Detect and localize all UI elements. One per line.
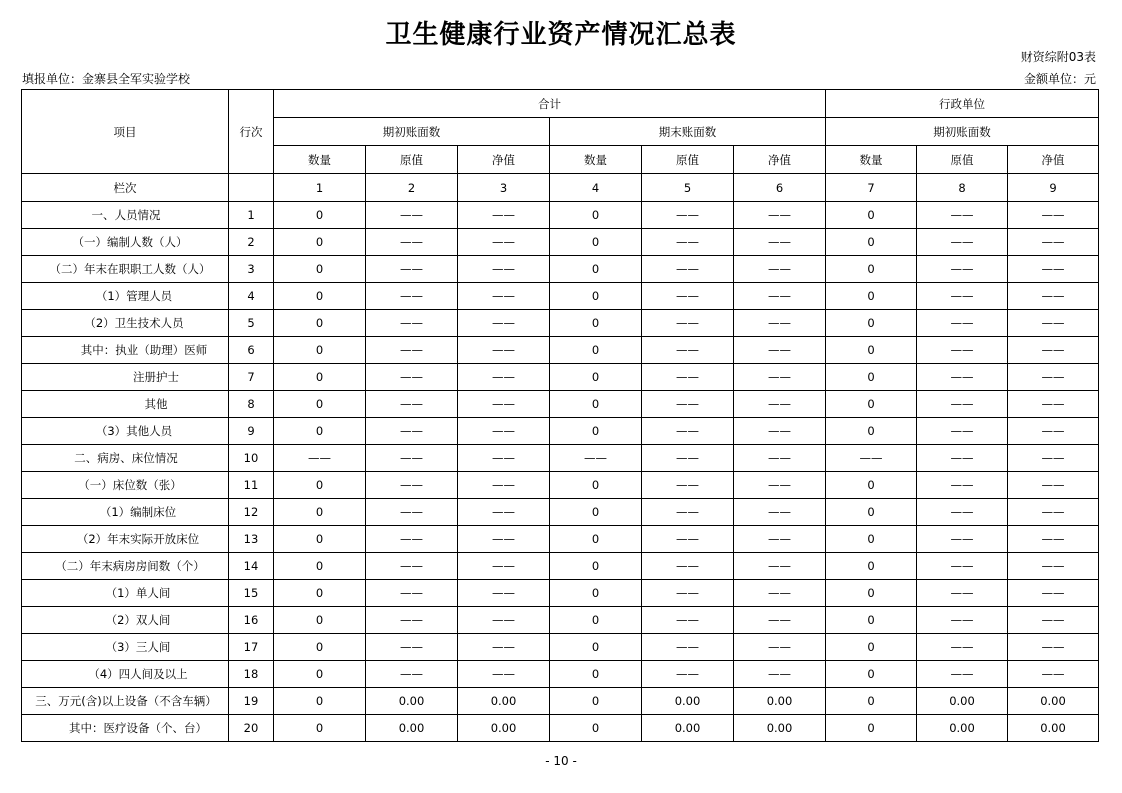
row-value-cell: 0 [550, 229, 642, 256]
row-value-cell: —— [734, 337, 826, 364]
column-number: 9 [1008, 174, 1099, 202]
row-value-cell: 0.00 [734, 688, 826, 715]
row-value-cell: —— [917, 634, 1008, 661]
row-value-cell: —— [917, 472, 1008, 499]
row-value-cell: —— [734, 364, 826, 391]
row-item-label: （1）管理人员 [22, 283, 229, 310]
row-value-cell: —— [917, 607, 1008, 634]
row-value-cell: 0 [274, 229, 366, 256]
row-value-cell: —— [458, 391, 550, 418]
row-value-cell: —— [1008, 499, 1099, 526]
row-value-cell: —— [1008, 526, 1099, 553]
row-value-cell: —— [366, 580, 458, 607]
row-line-number: 19 [229, 688, 274, 715]
row-item-label: （3）三人间 [22, 634, 229, 661]
row-value-cell: —— [1008, 580, 1099, 607]
row-line-number: 7 [229, 364, 274, 391]
row-value-cell: —— [917, 580, 1008, 607]
row-value-cell: 0 [826, 310, 917, 337]
row-item-label: （4）四人间及以上 [22, 661, 229, 688]
row-value-cell: 0.00 [642, 688, 734, 715]
row-value-cell: —— [458, 418, 550, 445]
header-net: 净值 [734, 146, 826, 174]
header-orig: 原值 [366, 146, 458, 174]
row-line-number: 4 [229, 283, 274, 310]
row-value-cell: 0 [550, 499, 642, 526]
row-item-label: 注册护士 [22, 364, 229, 391]
row-value-cell: 0 [550, 256, 642, 283]
column-number: 5 [642, 174, 734, 202]
row-value-cell: 0 [550, 580, 642, 607]
row-value-cell: 0 [826, 499, 917, 526]
table-row [22, 337, 1099, 364]
page-number: - 10 - [545, 754, 577, 768]
row-value-cell: —— [642, 553, 734, 580]
row-value-cell: 0 [550, 202, 642, 229]
row-value-cell: —— [734, 310, 826, 337]
row-value-cell: —— [458, 634, 550, 661]
row-value-cell: 0 [274, 634, 366, 661]
row-value-cell: 0 [826, 229, 917, 256]
row-value-cell: 0 [550, 688, 642, 715]
row-value-cell: 0 [274, 661, 366, 688]
row-value-cell: 0 [274, 580, 366, 607]
header-period-close: 期末账面数 [550, 118, 826, 146]
row-line-number: 11 [229, 472, 274, 499]
row-value-cell: —— [917, 202, 1008, 229]
row-value-cell: —— [458, 499, 550, 526]
column-number: 3 [458, 174, 550, 202]
row-value-cell: —— [458, 472, 550, 499]
row-value-cell: —— [642, 256, 734, 283]
table-row [22, 607, 1099, 634]
row-value-cell: —— [458, 364, 550, 391]
row-line-number: 3 [229, 256, 274, 283]
row-value-cell: —— [642, 202, 734, 229]
row-item-label: 其他 [22, 391, 229, 418]
row-item-label: （3）其他人员 [22, 418, 229, 445]
row-value-cell: 0 [826, 688, 917, 715]
row-value-cell: —— [642, 580, 734, 607]
row-value-cell: 0 [826, 202, 917, 229]
table-row [22, 418, 1099, 445]
row-value-cell: 0 [274, 526, 366, 553]
row-value-cell: —— [458, 526, 550, 553]
row-line-number: 14 [229, 553, 274, 580]
header-period-open: 期初账面数 [274, 118, 550, 146]
row-item-label: （二）年末病房房间数（个） [22, 553, 229, 580]
header-group-admin: 行政单位 [826, 90, 1099, 118]
table-row [22, 283, 1099, 310]
row-item-label: （2）双人间 [22, 607, 229, 634]
row-value-cell: 0 [550, 310, 642, 337]
row-value-cell: 0 [826, 364, 917, 391]
row-value-cell: —— [1008, 229, 1099, 256]
row-value-cell: 0.00 [734, 715, 826, 742]
row-item-label: （1）编制床位 [22, 499, 229, 526]
row-line-number: 13 [229, 526, 274, 553]
row-value-cell: 0 [550, 283, 642, 310]
row-value-cell: —— [1008, 256, 1099, 283]
row-value-cell: —— [642, 337, 734, 364]
row-value-cell: —— [1008, 364, 1099, 391]
row-value-cell: 0.00 [1008, 688, 1099, 715]
row-value-cell: —— [1008, 634, 1099, 661]
row-value-cell: 0.00 [458, 715, 550, 742]
row-value-cell: 0.00 [1008, 715, 1099, 742]
row-value-cell: —— [734, 445, 826, 472]
row-value-cell: —— [366, 472, 458, 499]
row-value-cell: —— [366, 337, 458, 364]
row-value-cell: —— [917, 526, 1008, 553]
row-value-cell: 0 [826, 256, 917, 283]
header-qty: 数量 [274, 146, 366, 174]
row-value-cell: —— [366, 229, 458, 256]
row-value-cell: —— [734, 634, 826, 661]
row-value-cell: 0.00 [642, 715, 734, 742]
page-title: 卫生健康行业资产情况汇总表 [385, 20, 737, 50]
row-value-cell: 0 [274, 202, 366, 229]
row-value-cell: 0 [274, 310, 366, 337]
table-row [22, 553, 1099, 580]
row-value-cell: —— [1008, 553, 1099, 580]
row-value-cell: —— [366, 634, 458, 661]
row-value-cell: —— [458, 256, 550, 283]
row-value-cell: 0.00 [366, 688, 458, 715]
row-value-cell: —— [366, 364, 458, 391]
row-value-cell: —— [734, 472, 826, 499]
row-value-cell: 0 [826, 715, 917, 742]
row-line-number: 16 [229, 607, 274, 634]
column-number: 8 [917, 174, 1008, 202]
row-value-cell: —— [366, 661, 458, 688]
row-value-cell: —— [734, 283, 826, 310]
row-line-number: 10 [229, 445, 274, 472]
table-row [22, 715, 1099, 742]
row-value-cell: —— [1008, 607, 1099, 634]
row-line-number: 17 [229, 634, 274, 661]
table-row [22, 445, 1099, 472]
row-item-label: （1）单人间 [22, 580, 229, 607]
row-value-cell: 0 [550, 661, 642, 688]
row-value-cell: 0 [826, 634, 917, 661]
row-value-cell: 0 [550, 526, 642, 553]
row-value-cell: —— [1008, 391, 1099, 418]
header-item: 项目 [22, 90, 229, 174]
row-value-cell: —— [550, 445, 642, 472]
row-value-cell: —— [366, 391, 458, 418]
header-group-total: 合计 [274, 90, 826, 118]
table-row [22, 202, 1099, 229]
row-value-cell: —— [458, 202, 550, 229]
row-item-label: （一）床位数（张） [22, 472, 229, 499]
row-value-cell: —— [642, 499, 734, 526]
row-value-cell: 0 [274, 688, 366, 715]
row-value-cell: 0 [274, 364, 366, 391]
row-value-cell: —— [642, 391, 734, 418]
row-value-cell: —— [458, 337, 550, 364]
row-value-cell: 0 [274, 607, 366, 634]
row-value-cell: —— [458, 283, 550, 310]
row-value-cell: —— [1008, 472, 1099, 499]
row-value-cell: 0 [274, 715, 366, 742]
row-value-cell: —— [642, 418, 734, 445]
row-value-cell: —— [917, 337, 1008, 364]
row-value-cell: 0 [550, 634, 642, 661]
table-row [22, 580, 1099, 607]
row-value-cell: —— [366, 553, 458, 580]
row-value-cell: —— [1008, 337, 1099, 364]
row-value-cell: —— [458, 445, 550, 472]
row-value-cell: —— [366, 202, 458, 229]
row-value-cell: —— [734, 526, 826, 553]
row-item-label: （一）编制人数（人） [22, 229, 229, 256]
row-value-cell: —— [826, 445, 917, 472]
row-value-cell: —— [366, 526, 458, 553]
row-value-cell: —— [642, 634, 734, 661]
header-qty: 数量 [550, 146, 642, 174]
header-net: 净值 [1008, 146, 1099, 174]
column-number-row [22, 174, 1099, 202]
row-value-cell: —— [274, 445, 366, 472]
row-value-cell: —— [917, 499, 1008, 526]
row-value-cell: 0 [826, 337, 917, 364]
table-row [22, 310, 1099, 337]
column-number: 7 [826, 174, 917, 202]
row-value-cell: —— [917, 418, 1008, 445]
row-value-cell: —— [1008, 445, 1099, 472]
row-value-cell: —— [734, 418, 826, 445]
column-label: 栏次 [22, 174, 229, 202]
row-value-cell: —— [917, 310, 1008, 337]
column-number-blank [229, 174, 274, 202]
row-value-cell: 0 [550, 472, 642, 499]
row-line-number: 8 [229, 391, 274, 418]
row-value-cell: 0.00 [917, 688, 1008, 715]
row-value-cell: —— [734, 499, 826, 526]
row-value-cell: —— [642, 229, 734, 256]
row-value-cell: —— [642, 364, 734, 391]
row-value-cell: —— [917, 661, 1008, 688]
row-item-label: 二、病房、床位情况 [22, 445, 229, 472]
row-value-cell: 0 [274, 418, 366, 445]
row-value-cell: —— [1008, 661, 1099, 688]
row-value-cell: —— [734, 553, 826, 580]
row-value-cell: —— [366, 607, 458, 634]
row-value-cell: —— [734, 391, 826, 418]
row-value-cell: —— [642, 607, 734, 634]
row-line-number: 1 [229, 202, 274, 229]
table-row [22, 364, 1099, 391]
header-net: 净值 [458, 146, 550, 174]
header-qty: 数量 [826, 146, 917, 174]
row-value-cell: 0 [274, 472, 366, 499]
table-row [22, 499, 1099, 526]
row-value-cell: 0 [826, 661, 917, 688]
row-value-cell: —— [458, 607, 550, 634]
row-value-cell: 0 [826, 580, 917, 607]
row-value-cell: —— [458, 229, 550, 256]
row-value-cell: 0 [826, 526, 917, 553]
row-value-cell: —— [734, 202, 826, 229]
row-item-label: （二）年末在职职工人数（人） [22, 256, 229, 283]
row-value-cell: 0 [826, 391, 917, 418]
row-value-cell: —— [366, 499, 458, 526]
table-row [22, 256, 1099, 283]
column-number: 4 [550, 174, 642, 202]
row-value-cell: 0 [550, 364, 642, 391]
row-value-cell: 0 [826, 283, 917, 310]
row-value-cell: 0 [274, 283, 366, 310]
row-value-cell: —— [642, 526, 734, 553]
row-value-cell: —— [734, 256, 826, 283]
row-value-cell: —— [642, 310, 734, 337]
row-value-cell: —— [917, 445, 1008, 472]
row-value-cell: 0 [826, 418, 917, 445]
row-value-cell: 0 [274, 337, 366, 364]
row-line-number: 9 [229, 418, 274, 445]
row-value-cell: 0 [550, 715, 642, 742]
row-value-cell: —— [366, 283, 458, 310]
row-value-cell: 0 [826, 553, 917, 580]
row-value-cell: —— [734, 580, 826, 607]
table-row [22, 634, 1099, 661]
column-number: 2 [366, 174, 458, 202]
row-item-label: （2）卫生技术人员 [22, 310, 229, 337]
row-value-cell: —— [734, 607, 826, 634]
row-value-cell: —— [734, 229, 826, 256]
header-orig: 原值 [917, 146, 1008, 174]
row-value-cell: —— [642, 472, 734, 499]
row-value-cell: 0 [550, 607, 642, 634]
row-value-cell: —— [458, 580, 550, 607]
row-item-label: 三、万元(含)以上设备（不含车辆） [22, 688, 229, 715]
header-line-no: 行次 [229, 90, 274, 174]
row-value-cell: 0 [826, 472, 917, 499]
row-value-cell: 0 [826, 607, 917, 634]
row-item-label: 一、人员情况 [22, 202, 229, 229]
row-line-number: 18 [229, 661, 274, 688]
table-row [22, 472, 1099, 499]
table-row [22, 661, 1099, 688]
row-value-cell: 0.00 [458, 688, 550, 715]
row-value-cell: —— [366, 256, 458, 283]
row-value-cell: —— [366, 310, 458, 337]
row-value-cell: —— [642, 661, 734, 688]
row-value-cell: —— [917, 256, 1008, 283]
table-row [22, 526, 1099, 553]
row-value-cell: —— [1008, 202, 1099, 229]
row-value-cell: 0.00 [917, 715, 1008, 742]
column-number: 6 [734, 174, 826, 202]
header-admin-period-open: 期初账面数 [826, 118, 1099, 146]
table-row [22, 391, 1099, 418]
row-value-cell: —— [917, 364, 1008, 391]
row-value-cell: 0 [274, 391, 366, 418]
reporting-unit: 填报单位：金寨县全军实验学校 [22, 72, 191, 86]
row-line-number: 20 [229, 715, 274, 742]
header-orig: 原值 [642, 146, 734, 174]
form-code: 财资综附03表 [1020, 50, 1096, 64]
row-value-cell: 0 [274, 553, 366, 580]
row-value-cell: —— [458, 661, 550, 688]
row-value-cell: —— [917, 553, 1008, 580]
row-value-cell: —— [917, 283, 1008, 310]
table-row [22, 229, 1099, 256]
row-line-number: 6 [229, 337, 274, 364]
row-value-cell: —— [917, 391, 1008, 418]
row-item-label: 其中：医疗设备（个、台） [22, 715, 229, 742]
row-value-cell: —— [366, 418, 458, 445]
row-value-cell: —— [366, 445, 458, 472]
row-value-cell: 0 [550, 337, 642, 364]
row-value-cell: —— [1008, 310, 1099, 337]
row-item-label: （2）年末实际开放床位 [22, 526, 229, 553]
row-value-cell: 0 [550, 391, 642, 418]
amount-unit: 金额单位：元 [1023, 72, 1096, 86]
row-value-cell: —— [917, 229, 1008, 256]
row-line-number: 5 [229, 310, 274, 337]
row-value-cell: 0 [274, 499, 366, 526]
row-value-cell: 0 [274, 256, 366, 283]
row-line-number: 15 [229, 580, 274, 607]
row-value-cell: —— [458, 310, 550, 337]
row-line-number: 2 [229, 229, 274, 256]
row-value-cell: 0 [550, 418, 642, 445]
row-value-cell: —— [642, 445, 734, 472]
row-item-label: 其中：执业（助理）医师 [22, 337, 229, 364]
asset-summary-table [21, 89, 1099, 742]
row-line-number: 12 [229, 499, 274, 526]
row-value-cell: —— [458, 553, 550, 580]
column-number: 1 [274, 174, 366, 202]
row-value-cell: 0.00 [366, 715, 458, 742]
row-value-cell: —— [1008, 283, 1099, 310]
row-value-cell: 0 [550, 553, 642, 580]
table-row [22, 688, 1099, 715]
row-value-cell: —— [734, 661, 826, 688]
row-value-cell: —— [1008, 418, 1099, 445]
row-value-cell: —— [642, 283, 734, 310]
